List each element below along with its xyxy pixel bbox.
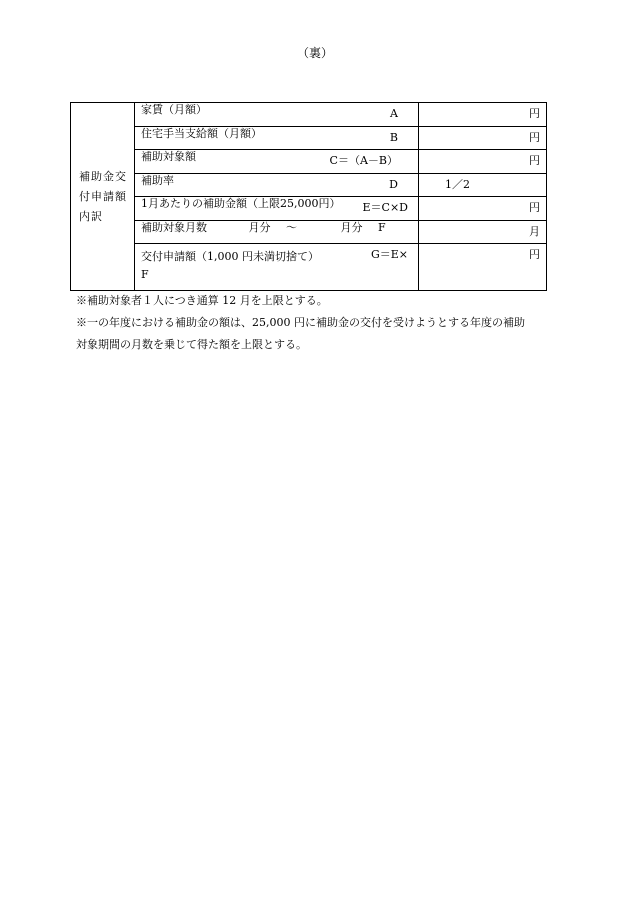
value-input-monthly-subsidy[interactable] bbox=[419, 197, 547, 221]
formula-b: B bbox=[389, 130, 398, 144]
value-input-subsidy-target[interactable] bbox=[419, 150, 547, 174]
formula-g: G＝E× bbox=[370, 248, 408, 261]
item-cell bbox=[135, 173, 419, 197]
formula-a: A bbox=[390, 107, 398, 121]
unit-yen: 円 bbox=[529, 130, 540, 144]
formula-c: C＝（A－B） bbox=[329, 154, 398, 168]
month-to-input[interactable]: 月分 bbox=[340, 220, 363, 234]
item-name-housing-allowance: 住宅手当支給額（月額） bbox=[141, 126, 262, 140]
item-cell bbox=[135, 126, 419, 150]
item-name-target-months: 補助対象月数 bbox=[141, 220, 207, 234]
table-row-monthly-subsidy bbox=[71, 197, 547, 221]
note-line: 対象期間の月数を乗じて得た額を上限とする。 bbox=[76, 338, 307, 351]
section-label: 補助金交付申請額内訳 bbox=[71, 103, 135, 291]
formula-e: E＝C×D bbox=[362, 201, 408, 215]
table-row-subsidy-target bbox=[71, 150, 547, 174]
tilde: ～ bbox=[286, 220, 297, 234]
table-row-target-months bbox=[71, 220, 547, 244]
unit-yen: 円 bbox=[529, 154, 540, 168]
item-cell bbox=[135, 220, 419, 244]
table-row-subsidy-rate bbox=[71, 173, 547, 197]
item-cell bbox=[135, 150, 419, 174]
item-name-subsidy-rate: 補助率 bbox=[141, 173, 174, 187]
value-input-target-months[interactable] bbox=[419, 220, 547, 244]
value-input-application-amount[interactable] bbox=[419, 244, 547, 291]
unit-yen: 円 bbox=[529, 201, 540, 215]
notes bbox=[76, 290, 556, 356]
month-from-input[interactable]: 月分 bbox=[248, 220, 271, 234]
note-line: ※補助対象者１人につき通算 12 月を上限とする。 bbox=[76, 294, 328, 307]
item-name-rent: 家賃（月額） bbox=[141, 103, 207, 116]
item-name-subsidy-target: 補助対象額 bbox=[141, 150, 196, 163]
table-row-rent bbox=[71, 103, 547, 127]
table-row-application-amount bbox=[71, 244, 547, 291]
formula-d: D bbox=[389, 177, 398, 191]
page-heading: （裏） bbox=[296, 46, 333, 60]
item-cell bbox=[135, 244, 419, 291]
subsidy-breakdown-table bbox=[70, 102, 547, 291]
item-cell bbox=[135, 197, 419, 221]
item-cell bbox=[135, 103, 419, 127]
note-line: ※一の年度における補助金の額は、25,000 円に補助金の交付を受けようとする年度の補助 bbox=[76, 316, 525, 329]
item-name-application-amount: 交付申請額（1,000 円未満切捨て） bbox=[141, 250, 319, 263]
table-row-housing-allowance bbox=[71, 126, 547, 150]
value-input-housing-allowance[interactable] bbox=[419, 126, 547, 150]
item-name-monthly-subsidy: 1月あたりの補助金額（上限25,000円） bbox=[141, 197, 341, 210]
formula-g-continued: F bbox=[141, 268, 149, 281]
unit-yen: 円 bbox=[529, 107, 540, 121]
value-input-rent[interactable] bbox=[419, 103, 547, 127]
unit-yen: 円 bbox=[529, 248, 540, 261]
formula-f: F bbox=[378, 220, 386, 234]
subsidy-rate-value: 1／2 bbox=[419, 173, 547, 197]
unit-month: 月 bbox=[529, 224, 540, 238]
